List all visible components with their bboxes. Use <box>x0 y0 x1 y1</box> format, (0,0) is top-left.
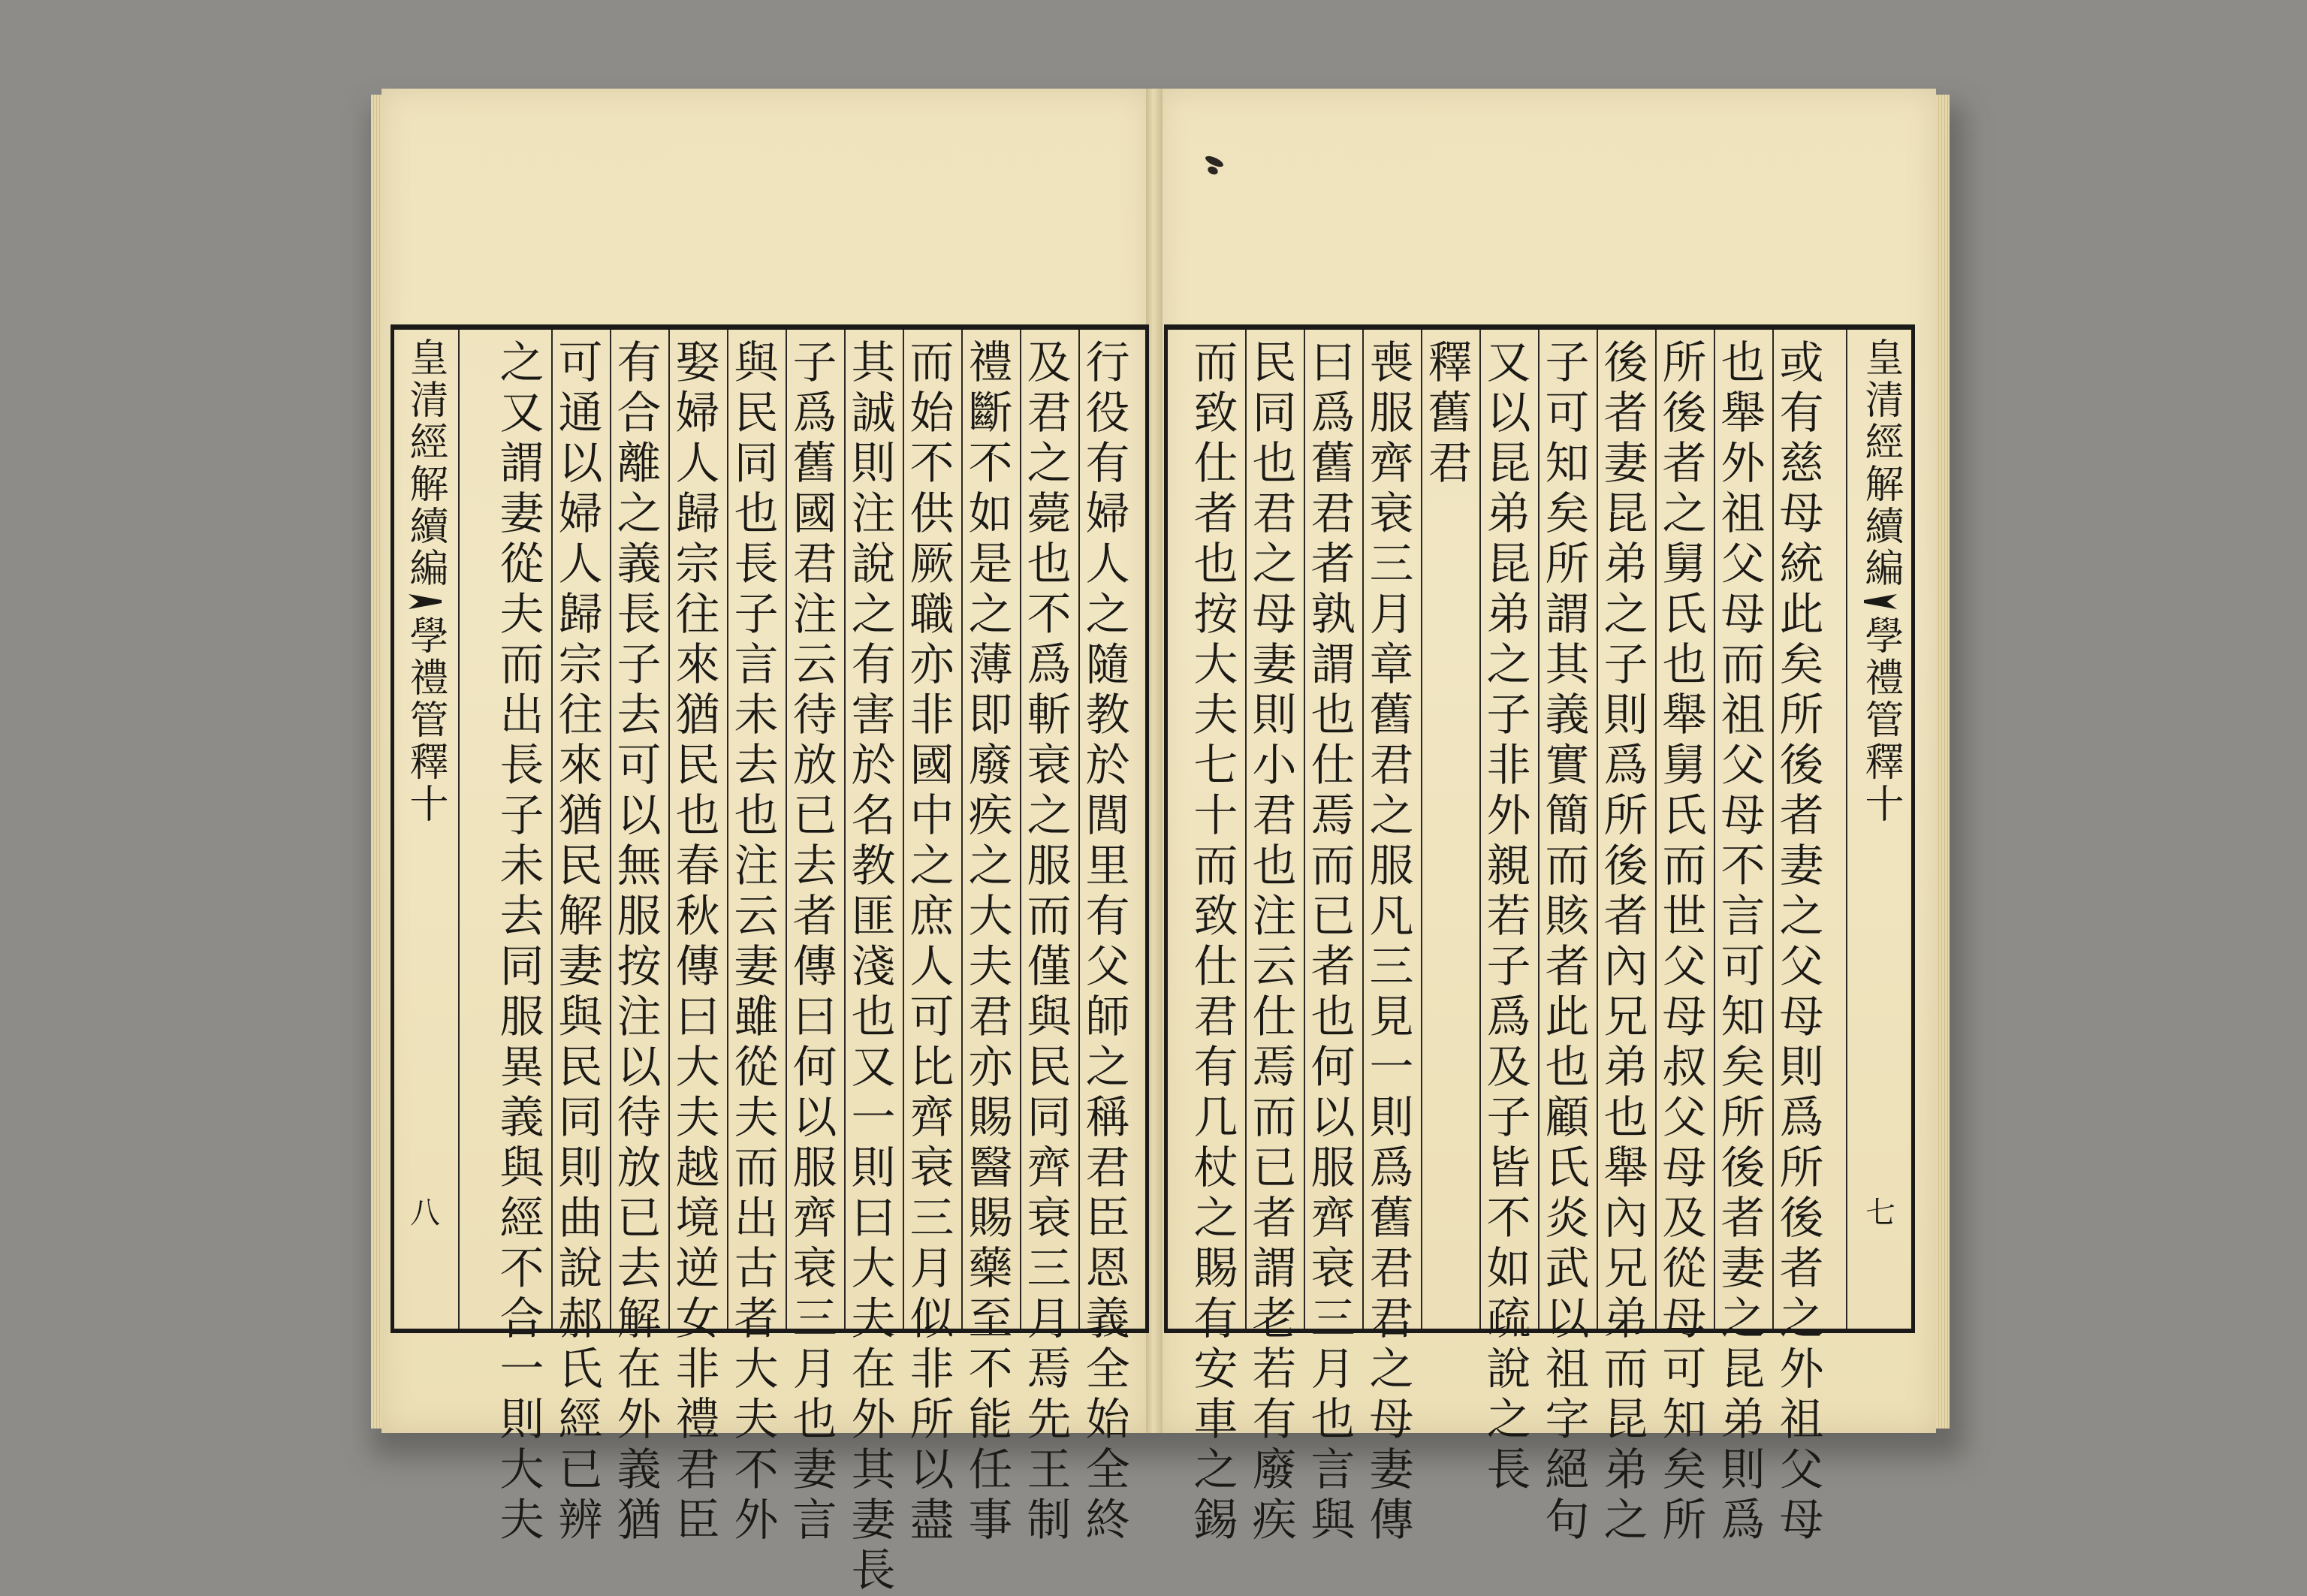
text-column: 有 合 離 之 義 長 子 去 可 以 無 服 按 注 以 待 放 已 去 解 在 外 義 猶 <box>617 336 662 1546</box>
margin-title: 皇清經解續編 <box>1858 337 1903 590</box>
margin-section: 學禮管釋十 <box>1858 615 1903 825</box>
text-column: 行 役 有 婦 人 之 隨 教 於 閭 里 有 父 師 之 稱 君 臣 恩 義 全 始 全 終 <box>1085 336 1130 1546</box>
margin-title: 皇清經解續編 <box>403 337 448 590</box>
fish-tail-mark-icon <box>409 594 442 609</box>
text-column: 子 爲 舊 國 君 注 云 待 放 已 去 者 傳 曰 何 以 服 齊 衰 三 月 也 妻 言 <box>792 336 837 1546</box>
text-column: 可 通 以 婦 人 歸 宗 往 來 猶 民 解 妻 與 民 同 則 曲 說 郝 氏 經 已 辨 <box>558 336 603 1546</box>
text-column: 或 有 慈 母 統 此 矣 所 後 者 妻 之 父 母 則 爲 所 後 者 之 外 祖 父 母 <box>1779 336 1824 1546</box>
column-rule <box>786 330 787 1329</box>
text-column: 釋 舊 君 <box>1428 336 1473 489</box>
text-column: 之 又 謂 妻 從 夫 而 出 長 子 未 去 同 服 異 義 與 經 不 合 一 則 大 夫 <box>499 336 544 1546</box>
frame-border-left <box>1164 330 1168 1329</box>
text-column: 子 可 知 矣 所 謂 其 義 實 簡 而 賅 者 此 也 顧 氏 炎 武 以 祖 字 絕 句 <box>1545 336 1590 1546</box>
text-column: 所 後 者 之 舅 氏 也 舉 舅 氏 而 世 父 母 叔 父 母 及 從 母 可 知 矣 所 <box>1662 336 1707 1546</box>
left-text-frame <box>391 324 1149 1596</box>
text-column: 曰 爲 舊 君 者 孰 謂 也 仕 焉 而 已 者 也 何 以 服 齊 衰 三 月 也 言 與 <box>1310 336 1356 1546</box>
column-rule <box>1304 330 1305 1329</box>
right-margin-column <box>1849 337 1912 1321</box>
text-column: 娶 婦 人 歸 宗 往 來 猶 民 也 春 秋 傳 曰 大 夫 越 境 逆 女 非 禮 君 臣 <box>675 336 720 1546</box>
text-column: 而 致 仕 者 也 按 大 夫 七 十 而 致 仕 君 有 几 杖 之 賜 有 安 車 之 錫 <box>1193 336 1238 1546</box>
text-column: 也 舉 外 祖 父 母 而 祖 父 母 不 言 可 知 矣 所 後 者 妻 之 昆 弟 則 爲 <box>1720 336 1766 1546</box>
right-text-frame <box>1164 324 1915 1546</box>
margin-leaf-number: 七 <box>1865 1196 1895 1230</box>
column-rule <box>1655 330 1657 1329</box>
text-column: 與 民 同 也 長 子 言 未 去 也 注 云 妻 雖 從 夫 而 出 古 者 大 夫 不 外 <box>734 336 779 1546</box>
column-rule <box>1421 330 1422 1329</box>
column-rule <box>1078 330 1080 1329</box>
column-rule <box>1597 330 1598 1329</box>
text-column: 而 始 不 供 厥 職 亦 非 國 中 之 庶 人 可 比 齊 衰 三 月 似 非 所 以 盡 <box>909 336 954 1546</box>
column-rule <box>1362 330 1364 1329</box>
margin-section: 學禮管釋十 <box>403 615 448 825</box>
margin-leaf-number: 八 <box>410 1196 440 1230</box>
text-column: 其 誠 則 注 說 之 有 害 於 名 教 匪 淺 也 又 一 則 曰 大 夫 在 外 其 妻 長 <box>851 336 896 1596</box>
column-rule <box>903 330 904 1329</box>
text-column: 喪 服 齊 衰 三 月 章 舊 君 之 服 凡 三 見 一 則 爲 舊 君 君 之 母 妻 傳 <box>1369 336 1414 1546</box>
column-rule <box>668 330 670 1329</box>
text-column: 禮 斷 不 如 是 之 薄 即 廢 疾 之 大 夫 君 亦 賜 醫 賜 藥 至 不 能 任 事 <box>968 336 1013 1546</box>
column-rule <box>1772 330 1774 1329</box>
column-rule <box>1245 330 1247 1329</box>
column-rule <box>727 330 728 1329</box>
column-rule <box>1846 330 1847 1329</box>
column-rule <box>1479 330 1481 1329</box>
column-rule <box>1714 330 1715 1329</box>
frame-border-right <box>1145 330 1149 1329</box>
column-rule <box>610 330 611 1329</box>
column-rule <box>961 330 963 1329</box>
fish-tail-mark-icon <box>1864 594 1897 609</box>
text-column: 後 者 妻 昆 弟 之 子 則 爲 所 後 者 內 兄 弟 也 舉 內 兄 弟 而 昆 弟 之 <box>1603 336 1648 1546</box>
text-column: 又 以 昆 弟 昆 弟 之 子 非 外 親 若 子 爲 及 子 皆 不 如 疏 說 之 長 <box>1486 336 1531 1495</box>
left-margin-column <box>394 337 457 1321</box>
text-column: 及 君 之 薨 也 不 爲 斬 衰 之 服 而 僅 與 民 同 齊 衰 三 月 焉 先 王 制 <box>1027 336 1072 1546</box>
column-rule <box>1538 330 1540 1329</box>
column-rule <box>1020 330 1021 1329</box>
column-rule <box>458 330 460 1329</box>
column-rule <box>844 330 846 1329</box>
text-column: 民 同 也 君 之 母 妻 則 小 君 也 注 云 仕 焉 而 已 者 謂 老 若 有 廢 疾 <box>1252 336 1297 1546</box>
column-rule <box>551 330 553 1329</box>
